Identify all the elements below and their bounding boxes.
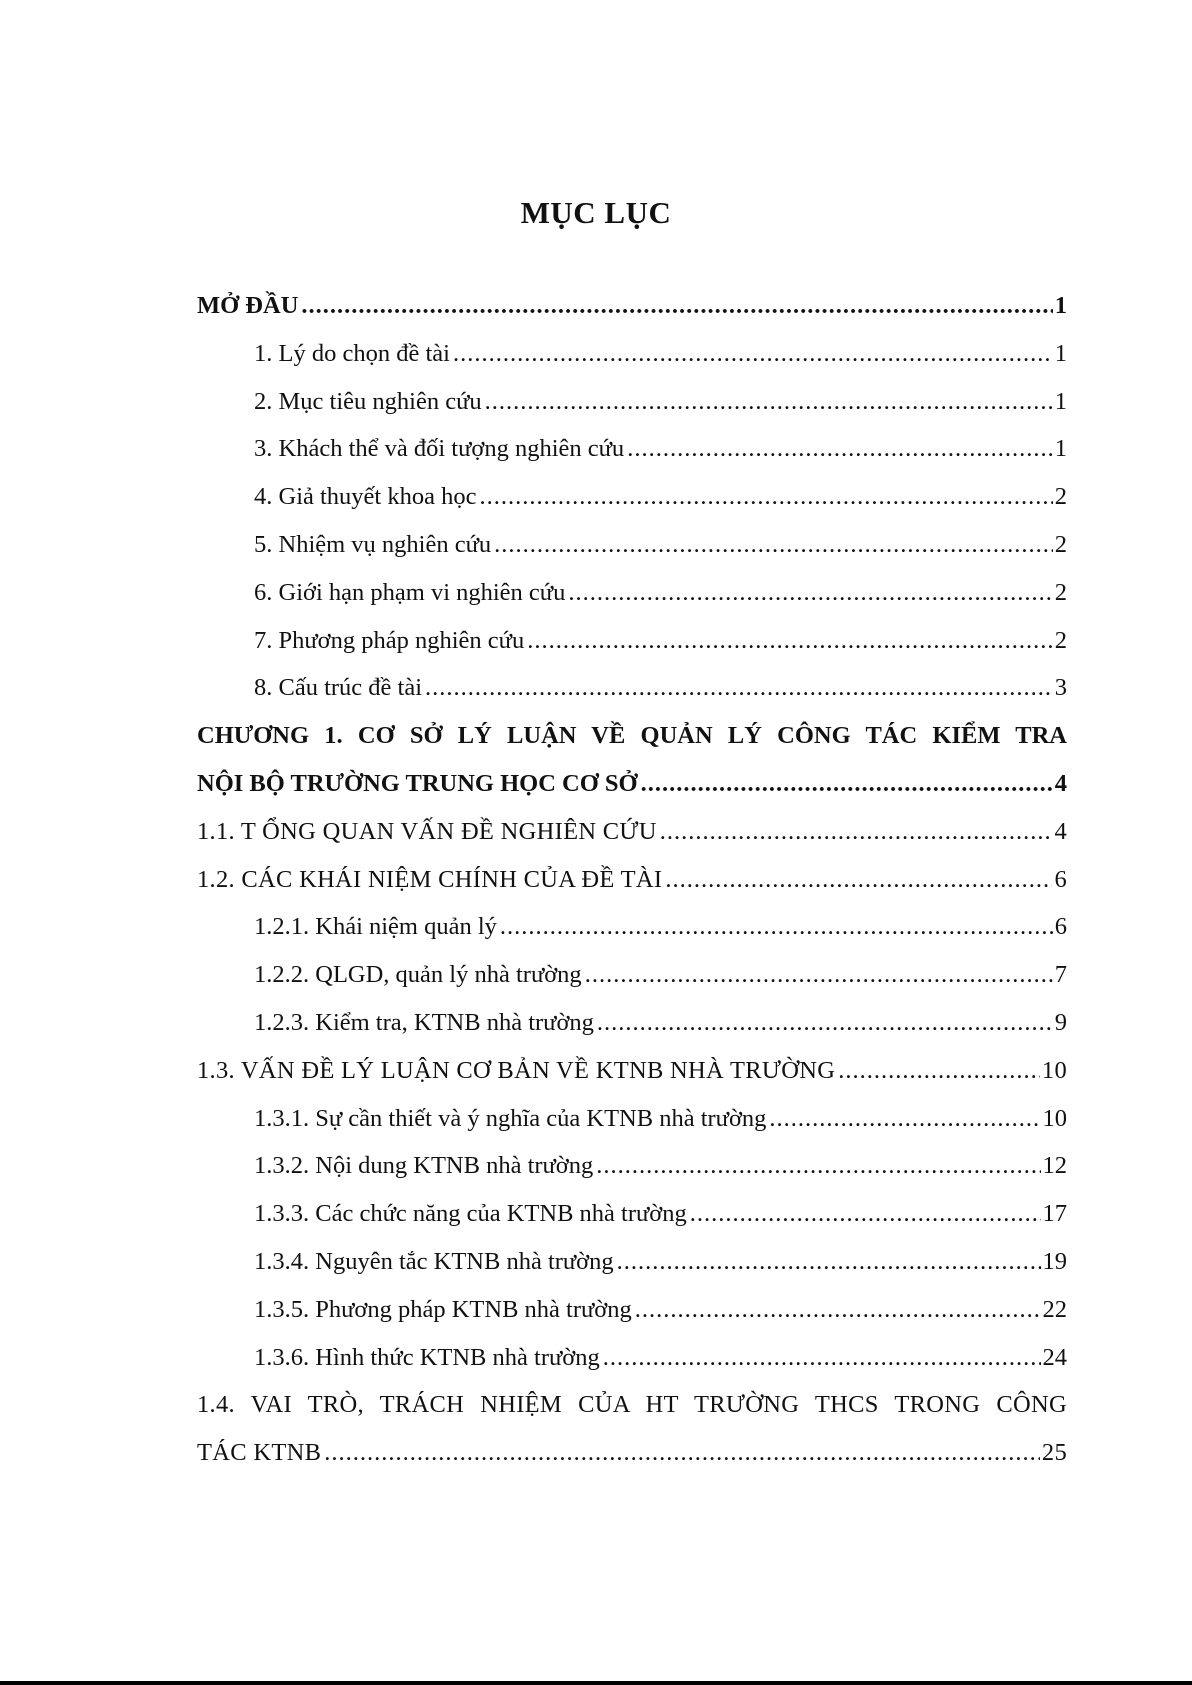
- toc-entry-text: 5. Nhiệm vụ nghiên cứu: [254, 530, 492, 558]
- toc-page-number: 2: [1054, 626, 1067, 654]
- toc-entry-1-2-3[interactable]: [197, 1009, 1067, 1057]
- toc-entry-text: 1.3.1. Sự cần thiết và ý nghĩa của KTNB nhà trường: [254, 1104, 767, 1132]
- dot-leader: [425, 674, 1053, 702]
- toc-entry-1-4-line1[interactable]: [197, 1391, 1067, 1439]
- toc-entry-intro[interactable]: [197, 292, 1067, 340]
- toc-entry-text: 6. Giới hạn phạm vi nghiên cứu: [254, 578, 566, 606]
- dot-leader: [635, 1296, 1041, 1324]
- toc-entry-text: 1.3.2. Nội dung KTNB nhà trường: [254, 1152, 594, 1180]
- toc-entry-text: 3. Khách thể và đối tượng nghiên cứu: [254, 435, 625, 463]
- dot-leader: [660, 818, 1053, 846]
- toc-page-number: 22: [1042, 1295, 1067, 1323]
- toc-page-number: 3: [1054, 674, 1067, 702]
- toc-entry-text: 8. Cấu trúc đề tài: [254, 674, 423, 702]
- toc-entry-text: 1.3. VẤN ĐỀ LÝ LUẬN CƠ BẢN VỀ KTNB NHÀ TRƯỜNG: [197, 1056, 836, 1084]
- toc-entry-intro-8[interactable]: [197, 674, 1067, 722]
- toc-entry-intro-7[interactable]: [197, 627, 1067, 675]
- toc-page-number: 19: [1042, 1247, 1067, 1275]
- toc-entry-1-3-6[interactable]: [197, 1344, 1067, 1392]
- toc-page-number: 9: [1054, 1008, 1067, 1036]
- toc-entry-1-2[interactable]: [197, 866, 1067, 914]
- toc-entry-intro-3[interactable]: [197, 435, 1067, 483]
- dot-leader: [585, 961, 1053, 989]
- toc-entry-1-3[interactable]: [197, 1057, 1067, 1105]
- toc-page-number: 2: [1054, 483, 1067, 511]
- toc-entry-text: 1.2. CÁC KHÁI NIỆM CHÍNH CỦA ĐỀ TÀI: [197, 865, 663, 893]
- toc-page-number: 1: [1054, 292, 1067, 319]
- dot-leader: [500, 913, 1053, 941]
- toc-entry-intro-1[interactable]: [197, 340, 1067, 388]
- dot-leader: [690, 1200, 1041, 1228]
- toc-page-number: 1: [1054, 339, 1067, 367]
- dot-leader: [324, 1439, 1040, 1467]
- toc-page-number: 10: [1041, 1056, 1067, 1084]
- toc-entry-text: 1.2.3. Kiểm tra, KTNB nhà trường: [254, 1008, 594, 1036]
- toc-entry-text: 1.3.3. Các chức năng của KTNB nhà trường: [254, 1200, 687, 1228]
- toc-page-number: 7: [1054, 961, 1067, 989]
- toc-entry-1-2-1[interactable]: [197, 913, 1067, 961]
- toc-entry-1-3-5[interactable]: [197, 1296, 1067, 1344]
- toc-page-number: 12: [1042, 1152, 1067, 1180]
- toc-page-number: 1: [1054, 387, 1067, 415]
- toc-entry-text: NỘI BỘ TRƯỜNG TRUNG HỌC CƠ SỞ: [197, 769, 638, 797]
- toc-page-number: 2: [1054, 578, 1067, 606]
- toc-entry-intro-2[interactable]: [197, 388, 1067, 436]
- dot-leader: [301, 292, 1052, 320]
- dot-leader: [568, 579, 1052, 607]
- toc-entry-text: 1.3.4. Nguyên tắc KTNB nhà trường: [254, 1247, 614, 1275]
- toc-entry-1-4-line2[interactable]: [197, 1439, 1067, 1487]
- toc-entry-1-1[interactable]: [197, 818, 1067, 866]
- toc-page-number: 25: [1041, 1439, 1067, 1467]
- dot-leader: [453, 340, 1053, 368]
- toc-page-number: 4: [1054, 769, 1067, 797]
- toc-entry-1-3-1[interactable]: [197, 1105, 1067, 1153]
- toc-page-number: 6: [1054, 913, 1067, 941]
- toc-entry-1-2-2[interactable]: [197, 961, 1067, 1009]
- toc-page-number: 4: [1054, 817, 1067, 845]
- toc-entry-1-3-3[interactable]: [197, 1200, 1067, 1248]
- dot-leader: [665, 866, 1052, 894]
- toc-entry-text: TÁC KTNB: [197, 1439, 322, 1467]
- dot-leader: [596, 1152, 1040, 1180]
- toc-entry-chapter1-line1[interactable]: [197, 722, 1067, 770]
- toc-entry-chapter1-line2[interactable]: [197, 770, 1067, 818]
- toc-entry-intro-4[interactable]: [197, 483, 1067, 531]
- toc-entry-intro-5[interactable]: [197, 531, 1067, 579]
- toc-entry-text: 7. Phương pháp nghiên cứu: [254, 626, 525, 654]
- toc-entry-text: 1.2.1. Khái niệm quản lý: [254, 913, 497, 941]
- toc-entry-text: 1.4. VAI TRÒ, TRÁCH NHIỆM CỦA HT TRƯỜNG THCS TRONG CÔNG: [197, 1391, 1067, 1419]
- dot-leader: [494, 531, 1053, 559]
- page-title: MỤC LỤC: [520, 195, 672, 230]
- dot-leader: [627, 435, 1053, 463]
- toc-entry-text: MỞ ĐẦU: [197, 292, 299, 319]
- toc-page-number: 2: [1054, 530, 1067, 558]
- dot-leader: [485, 388, 1053, 416]
- dot-leader: [838, 1057, 1040, 1085]
- toc-entry-text: 1.3.6. Hình thức KTNB nhà trường: [254, 1343, 600, 1371]
- toc-page-number: 24: [1042, 1343, 1067, 1371]
- toc-page-number: 17: [1042, 1200, 1067, 1228]
- toc-entry-text: 4. Giả thuyết khoa học: [254, 483, 477, 511]
- dot-leader: [617, 1248, 1041, 1276]
- table-of-contents: [197, 292, 1067, 1487]
- toc-entry-1-3-4[interactable]: [197, 1248, 1067, 1296]
- toc-entry-1-3-2[interactable]: [197, 1152, 1067, 1200]
- toc-entry-text: 1.1. T ỔNG QUAN VẤN ĐỀ NGHIÊN CỨU: [197, 817, 657, 845]
- toc-page-number: 1: [1054, 435, 1067, 463]
- dot-leader: [597, 1009, 1053, 1037]
- toc-entry-text: 1.3.5. Phương pháp KTNB nhà trường: [254, 1295, 632, 1323]
- toc-entry-text: 1.2.2. QLGD, quản lý nhà trường: [254, 961, 582, 989]
- dot-leader: [769, 1105, 1040, 1133]
- toc-page-number: 6: [1054, 865, 1067, 893]
- dot-leader: [603, 1344, 1041, 1372]
- dot-leader: [527, 627, 1053, 655]
- toc-entry-intro-6[interactable]: [197, 579, 1067, 627]
- toc-page-number: 10: [1042, 1104, 1067, 1132]
- dot-leader: [480, 483, 1053, 511]
- toc-entry-text: 1. Lý do chọn đề tài: [254, 339, 450, 367]
- dot-leader: [641, 770, 1053, 798]
- toc-entry-text: 2. Mục tiêu nghiên cứu: [254, 387, 482, 415]
- page-bottom-rule: [0, 1681, 1192, 1685]
- toc-entry-text: CHƯƠNG 1. CƠ SỞ LÝ LUẬN VỀ QUẢN LÝ CÔNG TÁC KIỂM TRA: [197, 722, 1067, 750]
